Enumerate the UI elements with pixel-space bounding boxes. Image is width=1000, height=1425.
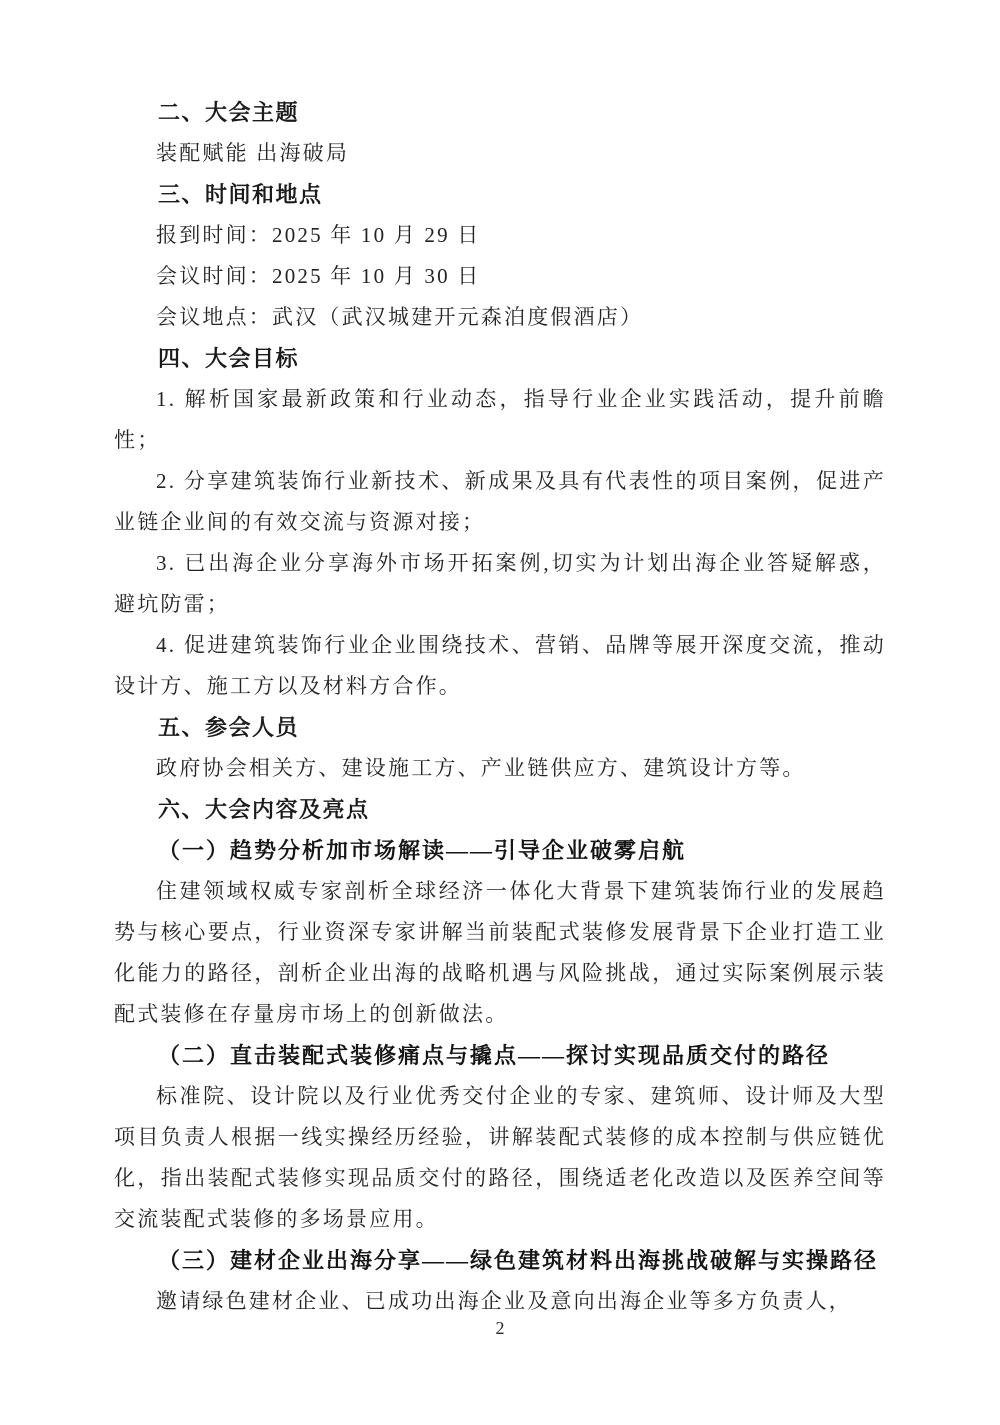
section-heading-theme: 二、大会主题 — [158, 100, 300, 125]
section-heading-time-place: 三、时间和地点 — [158, 182, 323, 207]
paragraph-highlight-1: 住建领域权威专家剖析全球经济一体化大背景下建筑装饰行业的发展趋势与核心要点，行业资深专家讲解当前装配式装修发展背景下企业打造工业化能力的路径，剖析企业出海的战略机遇与风险挑战，通过实际案例展示装配式装修在存量房市场上的创新做法。 — [114, 879, 886, 1026]
paragraph-theme: 装配赋能 出海破局 — [156, 141, 350, 165]
paragraph-goal-3: 3. 已出海企业分享海外市场开拓案例,切实为计划出海企业答疑解惑，避坑防雷； — [114, 551, 886, 616]
page-number: 2 — [495, 1318, 505, 1338]
section-heading-goals: 四、大会目标 — [158, 346, 300, 371]
subsection-heading-1: （一）趋势分析加市场解读——引导企业破雾启航 — [158, 838, 687, 863]
paragraph-meeting-place: 会议地点：武汉（武汉城建开元森泊度假酒店） — [156, 305, 644, 329]
paragraph-goal-2: 2. 分享建筑装饰行业新技术、新成果及具有代表性的项目案例，促进产业链企业间的有效交流与资源对接； — [114, 469, 886, 534]
paragraph-goal-1: 1. 解析国家最新政策和行业动态，指导行业企业实践活动，提升前瞻性； — [114, 387, 886, 452]
paragraph-highlight-3: 邀请绿色建材企业、已成功出海企业及意向出海企业等多方负责人， — [156, 1289, 852, 1313]
section-heading-highlights: 六、大会内容及亮点 — [158, 797, 370, 822]
subsection-heading-2: （二）直击装配式装修痛点与撬点——探讨实现品质交付的路径 — [158, 1043, 831, 1068]
subsection-heading-3: （三）建材企业出海分享——绿色建筑材料出海挑战破解与实操路径 — [158, 1248, 879, 1273]
paragraph-checkin-time: 报到时间：2025 年 10 月 29 日 — [156, 223, 481, 247]
paragraph-goal-4: 4. 促进建筑装饰行业企业围绕技术、营销、品牌等展开深度交流，推动设计方、施工方以及材料方合作。 — [114, 633, 886, 698]
section-heading-participants: 五、参会人员 — [158, 715, 300, 740]
paragraph-participants: 政府协会相关方、建设施工方、产业链供应方、建筑设计方等。 — [156, 756, 806, 780]
paragraph-meeting-time: 会议时间：2025 年 10 月 30 日 — [156, 264, 481, 288]
document-body — [114, 92, 886, 1322]
paragraph-highlight-2: 标准院、设计院以及行业优秀交付企业的专家、建筑师、设计师及大型项目负责人根据一线实操经历经验，讲解装配式装修的成本控制与供应链优化，指出装配式装修实现品质交付的路径，围绕适老化改造以及医养空间等交流装配式装修的多场景应用。 — [114, 1084, 886, 1231]
